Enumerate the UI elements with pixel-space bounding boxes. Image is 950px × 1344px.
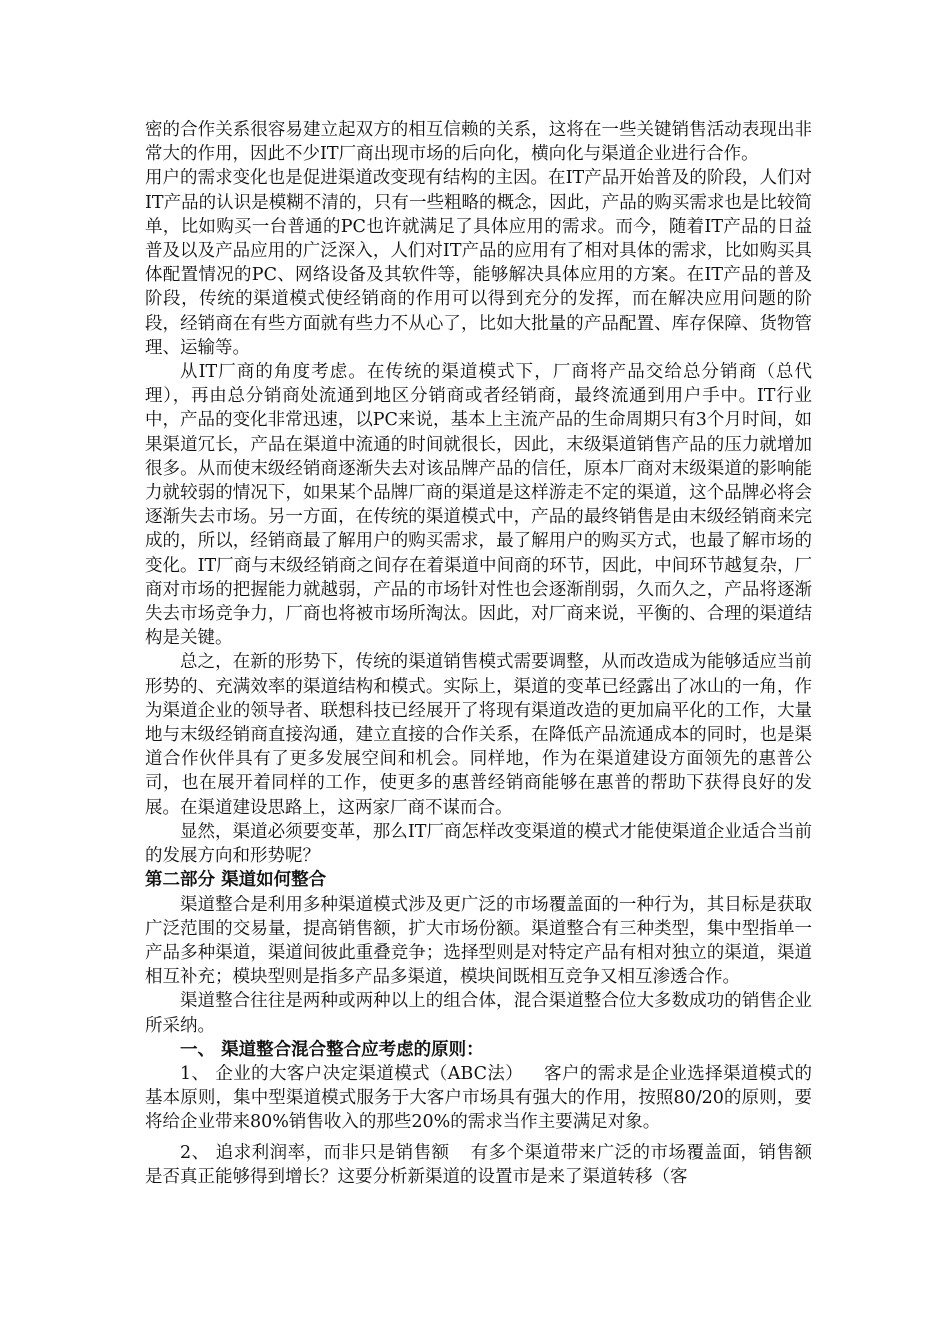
section-heading: 第二部分 渠道如何整合 bbox=[145, 870, 327, 891]
list-item bbox=[145, 1141, 812, 1189]
paragraph-channel-integration: 渠道整合是利用多种渠道模式涉及更广泛的市场覆盖面的一种行为，其目标是获取广泛范围的交易量，提高销售额，扩大市场份额。渠道整合有三种类型，集中型指单一产品多种渠道，渠道间彼此重叠竞争；选择型则是对特定产品有相对独立的渠道，渠道相互补充；模块型则是指多产品多渠道，模块间既相互竞争又相互渗透合作。 bbox=[145, 894, 812, 988]
list-item-title: 2、 追求利润率，而非只是销售额 bbox=[180, 1142, 450, 1163]
list-item-body: 有多个渠道带来广泛的市场覆盖面，销售额是否真正能够得到增长？这要分析新渠道的设置市是来了渠道转移（客 bbox=[145, 1142, 813, 1187]
list-item-title: 1、 企业的大客户决定渠道模式（ABC法） bbox=[180, 1063, 524, 1084]
document-page bbox=[145, 118, 812, 1189]
subsection-heading: 一、 渠道整合混合整合应考虑的原则： bbox=[180, 1039, 484, 1060]
paragraph-hybrid-integration: 渠道整合往往是两种或两种以上的组合体，混合渠道整合位大多数成功的销售企业所采纳。 bbox=[145, 991, 812, 1036]
paragraph-question: 显然，渠道必须要变革，那么IT厂商怎样改变渠道的模式才能使渠道企业适合当前的发展方向和形势呢？ bbox=[145, 821, 812, 867]
paragraph-continued: 密的合作关系很容易建立起双方的相互信赖的关系，这将在一些关键销售活动表现出非常大的作用，因此不少IT厂商出现市场的后向化，横向化与渠道企业进行合作。 bbox=[145, 120, 812, 165]
paragraph-vendor-perspective: 从IT厂商的角度考虑。在传统的渠道模式下，厂商将产品交给总分销商（总代理），再由总分销商处流通到地区分销商或者经销商，最终流通到用户手中。IT行业中，产品的变化非常迅速，以PC来说，基本上主流产品的生命周期只有3个月时间，如果渠道冗长，产品在渠道中流通的时间就很长，因此，末级渠道销售产品的压力就增加很多。从而使末级经销商逐渐失去对该品牌产品的信任，原本厂商对末级渠道的影响能力就较弱的情况下，如果某个品牌厂商的渠道是这样游走不定的渠道，这个品牌必将会逐渐失去市场。另一方面，在传统的渠道模式中，产品的最终销售是由末级经销商来完成的，所以，经销商最了解用户的购买需求，最了解用户的购买方式，也最了解市场的变化。IT厂商与末级经销商之间存在着渠道中间商的环节，因此，中间环节越复杂，厂商对市场的把握能力就越弱，产品的市场针对性也会逐渐削弱，久而久之，产品将逐渐失去市场竞争力，厂商也将被市场所淘汰。因此，对厂商来说，平衡的、合理的渠道结构是关键。 bbox=[145, 362, 812, 649]
list-item-body: 客户的需求是企业选择渠道模式的基本原则，集中型渠道模式服务于大客户市场具有强大的作用，按照80/20的原则，要将给企业带来80%销售收入的那些20%的需求当作主要满足对象。 bbox=[145, 1063, 812, 1133]
paragraph-summary: 总之，在新的形势下，传统的渠道销售模式需要调整，从而改造成为能够适应当前形势的、充满效率的渠道结构和模式。实际上，渠道的变革已经露出了冰山的一角，作为渠道企业的领导者、联想科技已经展开了将现有渠道改造的更加扁平化的工作，大量地与末级经销商直接沟通，建立直接的合作关系，在降低产品流通成本的同时，也是渠道合作伙伴具有了更多发展空间和机会。同样地，作为在渠道建设方面领先的惠普公司，也在展开着同样的工作，使更多的惠普经销商能够在惠普的帮助下获得良好的发展。在渠道建设思路上，这两家厂商不谋而合。 bbox=[145, 652, 812, 818]
list-item bbox=[145, 1062, 812, 1135]
paragraph-user-demand: 用户的需求变化也是促进渠道改变现有结构的主因。在IT产品开始普及的阶段，人们对IT产品的认识是模糊不清的，只有一些粗略的概念，因此，产品的购买需求也是比较简单，比如购买一台普通的PC也许就满足了具体应用的需求。而今，随着IT产品的日益普及以及产品应用的广泛深入，人们对IT产品的应用有了相对具体的需求，比如购买具体配置情况的PC、网络设备及其软件等，能够解决具体应用的方案。在IT产品的普及阶段，传统的渠道模式使经销商的作用可以得到充分的发挥，而在解决应用问题的阶段，经销商在有些方面就有些力不从心了，比如大批量的产品配置、库存保障、货物管理、运输等。 bbox=[145, 168, 812, 358]
